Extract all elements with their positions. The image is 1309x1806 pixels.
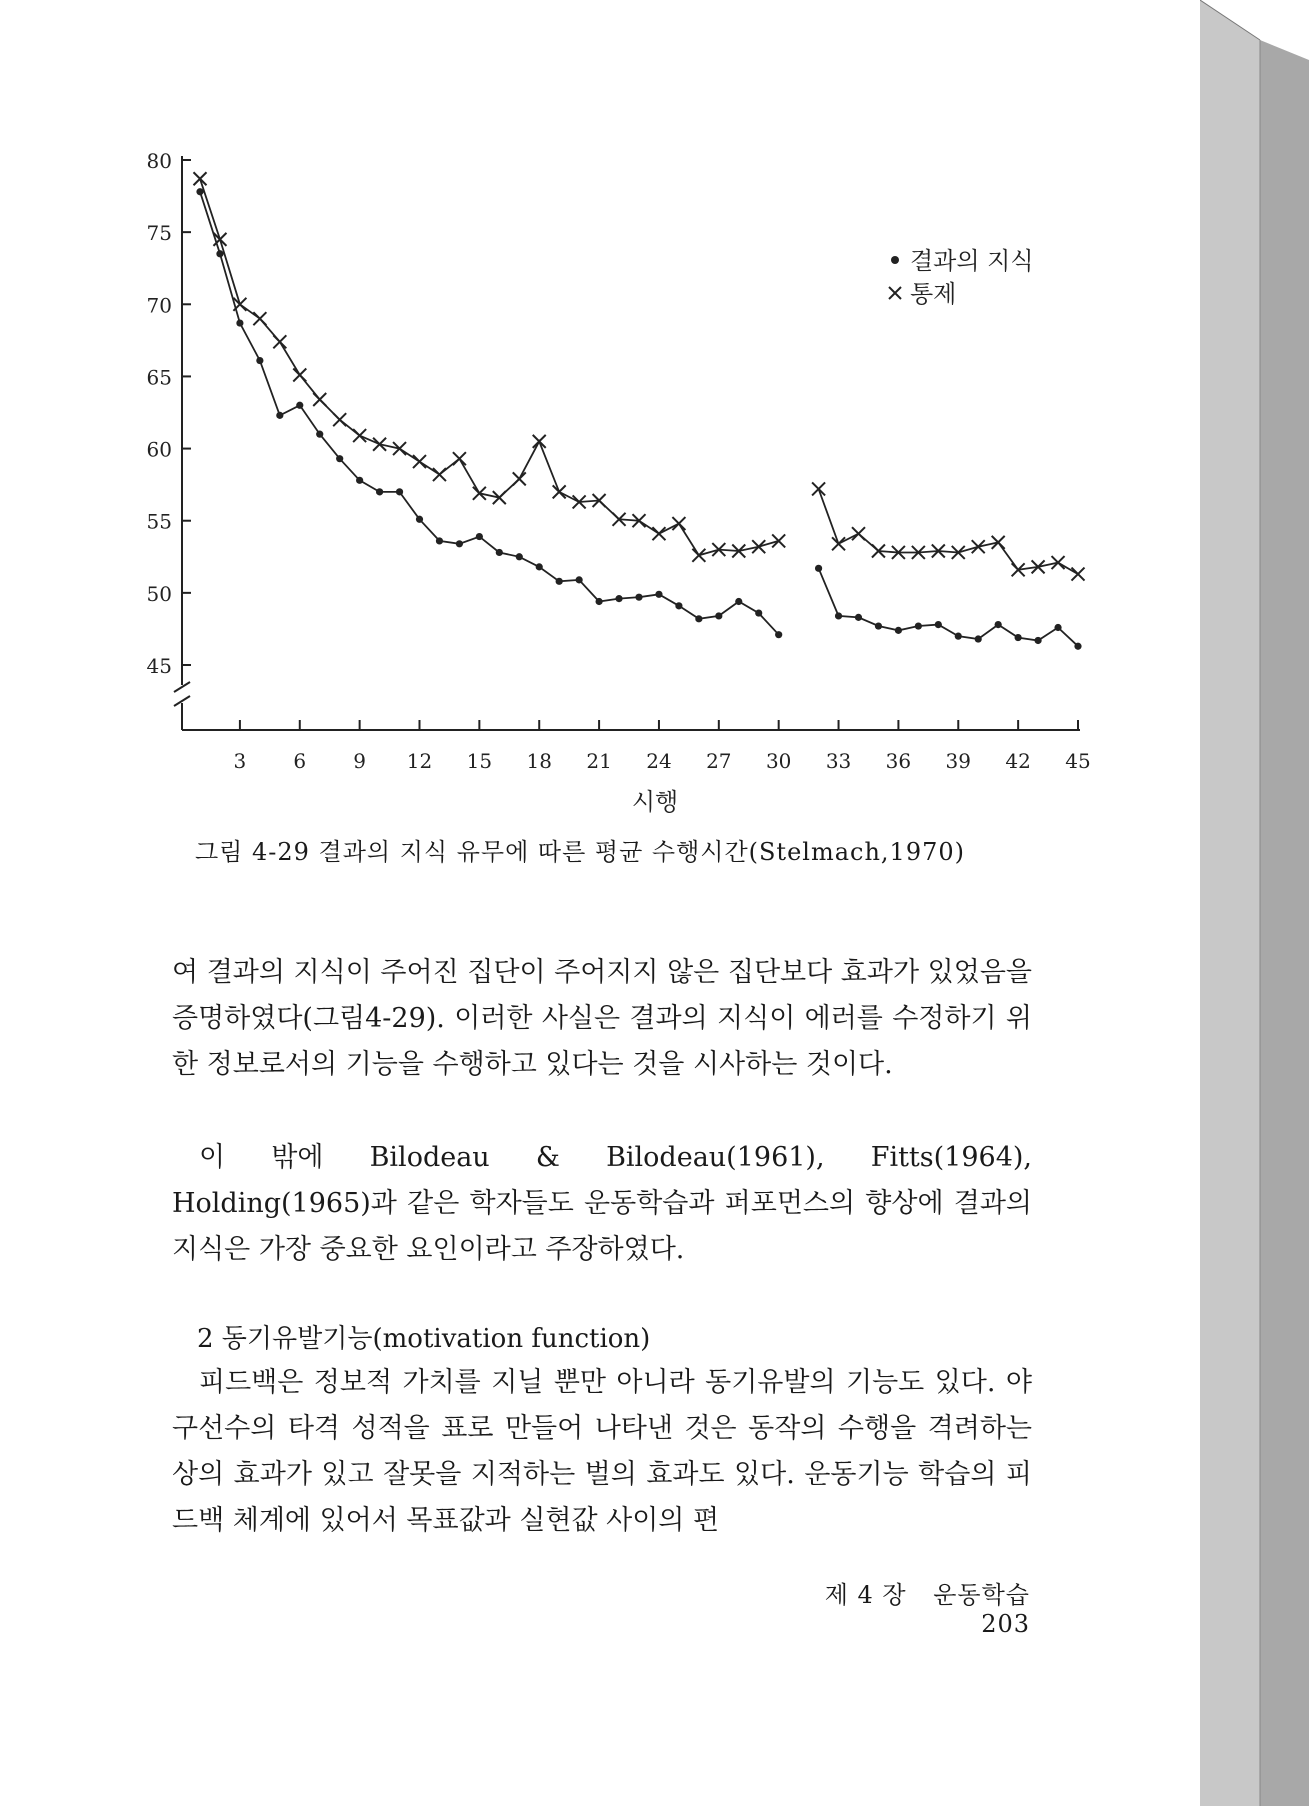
x-tick-label: 21 xyxy=(586,749,612,773)
series-knowledge-line xyxy=(819,568,1078,646)
data-point-dot xyxy=(895,627,902,634)
data-point-dot xyxy=(516,553,523,560)
data-point-cross xyxy=(453,452,466,465)
data-point-dot xyxy=(236,319,243,326)
y-tick-label: 75 xyxy=(146,221,172,246)
data-point-dot xyxy=(755,609,762,616)
data-point-dot xyxy=(316,431,323,438)
data-point-cross xyxy=(772,534,785,547)
data-point-dot xyxy=(815,565,822,572)
data-point-dot xyxy=(1034,637,1041,644)
data-point-dot xyxy=(416,516,423,523)
data-point-cross xyxy=(493,491,506,504)
y-tick-label: 70 xyxy=(146,293,172,318)
data-point-dot xyxy=(695,615,702,622)
data-point-dot xyxy=(496,549,503,556)
data-point-dot xyxy=(655,591,662,598)
paragraph-2: 이 밖에 Bilodeau & Bilodeau(1961), Fitts(1964), Holding(1965)과 같은 학자들도 운동학습과 퍼포먼스의 향상에 결과의 지식은 가장 중요한 요인이라고 주장하였다. xyxy=(172,1142,1032,1265)
x-tick-label: 9 xyxy=(353,749,367,773)
data-point-cross xyxy=(373,438,386,451)
data-point-cross xyxy=(832,537,845,550)
data-point-dot xyxy=(995,621,1002,628)
data-point-dot xyxy=(256,357,263,364)
data-point-cross xyxy=(1072,568,1085,581)
x-tick-label: 18 xyxy=(526,749,552,773)
data-point-cross xyxy=(533,435,546,448)
footer-chapter: 제 4 장 xyxy=(824,1581,907,1609)
data-point-cross xyxy=(852,527,865,540)
y-tick-label: 80 xyxy=(146,149,172,173)
data-point-dot xyxy=(975,635,982,642)
data-point-dot xyxy=(875,622,882,629)
data-point-cross xyxy=(752,540,765,553)
section-heading: 2 동기유발기능(motivation function) xyxy=(197,1324,651,1354)
data-point-dot xyxy=(775,631,782,638)
line-chart xyxy=(130,120,1120,820)
data-point-dot xyxy=(356,477,363,484)
data-point-cross xyxy=(652,527,665,540)
legend-marker-dot xyxy=(891,256,899,264)
data-point-cross xyxy=(692,549,705,562)
data-point-cross xyxy=(194,172,207,185)
data-point-cross xyxy=(812,482,825,495)
legend-marker-cross xyxy=(889,287,901,299)
x-axis-label: 시행 xyxy=(631,788,679,816)
x-tick-label: 33 xyxy=(825,749,852,773)
figure-chart xyxy=(130,120,1120,820)
data-point-cross xyxy=(992,536,1005,549)
book-spine xyxy=(1200,0,1309,1806)
data-point-dot xyxy=(576,576,583,583)
page-number: 203 xyxy=(981,1610,1030,1638)
data-point-dot xyxy=(615,595,622,602)
y-tick-label: 55 xyxy=(146,509,172,534)
data-point-dot xyxy=(436,537,443,544)
series-control-line xyxy=(200,179,779,556)
x-tick-label: 45 xyxy=(1065,749,1091,773)
x-tick-label: 12 xyxy=(406,749,433,773)
data-point-cross xyxy=(1052,556,1065,569)
page-footer xyxy=(780,1575,1030,1638)
data-point-dot xyxy=(935,621,942,628)
data-point-dot xyxy=(536,563,543,570)
data-point-dot xyxy=(396,488,403,495)
data-point-cross xyxy=(293,368,306,381)
figure-caption: 그림 4-29 결과의 지식 유무에 따른 평균 수행시간(Stelmach,1970) xyxy=(195,838,965,866)
x-tick-label: 39 xyxy=(945,749,971,773)
data-point-cross xyxy=(553,485,566,498)
data-point-dot xyxy=(476,533,483,540)
data-point-dot xyxy=(216,250,223,257)
data-point-dot xyxy=(1054,624,1061,631)
data-point-dot xyxy=(675,602,682,609)
paragraph-1: 여 결과의 지식이 주어진 집단이 주어지지 않은 집단보다 효과가 있었음을 증명하였다(그림4-29). 이러한 사실은 결과의 지식이 에러를 수정하기 위한 정보로서의 기능을 수행하고 있다는 것을 시사하는 것이다. xyxy=(172,957,1032,1080)
y-tick-label: 60 xyxy=(146,437,172,462)
y-tick-label: 50 xyxy=(146,581,172,606)
data-point-dot xyxy=(835,612,842,619)
data-point-dot xyxy=(955,633,962,640)
data-point-dot xyxy=(595,598,602,605)
data-point-dot xyxy=(735,598,742,605)
data-point-cross xyxy=(333,413,346,426)
data-point-dot xyxy=(556,578,563,585)
x-tick-label: 30 xyxy=(765,749,792,773)
x-tick-label: 24 xyxy=(646,749,672,773)
data-point-cross xyxy=(253,312,266,325)
x-tick-label: 36 xyxy=(885,749,912,773)
data-point-dot xyxy=(276,412,283,419)
legend-label-control: 통제 xyxy=(910,280,957,308)
data-point-cross xyxy=(393,442,406,455)
data-point-dot xyxy=(855,614,862,621)
data-point-cross xyxy=(273,335,286,348)
data-point-cross xyxy=(672,517,685,530)
data-point-cross xyxy=(433,468,446,481)
y-tick-label: 65 xyxy=(146,365,172,390)
data-point-dot xyxy=(915,622,922,629)
data-point-dot xyxy=(296,402,303,409)
data-point-dot xyxy=(1074,643,1081,650)
paragraph-3: 피드백은 정보적 가치를 지닐 뿐만 아니라 동기유발의 기능도 있다. 야구선수의 타격 성적을 표로 만들어 나타낸 것은 동작의 수행을 격려하는 상의 효과가 있고 잘못을 지적하는 벌의 효과도 있다. 운동기능 학습의 피드백 체계에 있어서 목표값과 실현값 사이의 편 xyxy=(172,1367,1032,1536)
data-point-cross xyxy=(473,487,486,500)
data-point-dot xyxy=(1015,634,1022,641)
data-point-cross xyxy=(972,540,985,553)
legend-label-knowledge: 결과의 지식 xyxy=(910,247,1034,275)
data-point-dot xyxy=(456,540,463,547)
x-tick-label: 6 xyxy=(293,749,307,773)
x-tick-label: 42 xyxy=(1005,749,1031,773)
data-point-dot xyxy=(635,594,642,601)
y-tick-label: 45 xyxy=(146,654,172,678)
series-knowledge-line xyxy=(200,192,779,635)
data-point-cross xyxy=(413,455,426,468)
data-point-cross xyxy=(313,393,326,406)
data-point-dot xyxy=(715,612,722,619)
x-tick-label: 15 xyxy=(466,749,493,773)
x-tick-label: 3 xyxy=(233,749,247,773)
x-tick-label: 27 xyxy=(706,749,732,773)
data-point-cross xyxy=(513,472,526,485)
data-point-cross xyxy=(353,429,366,442)
data-point-dot xyxy=(376,488,383,495)
footer-title: 운동학습 xyxy=(933,1581,1030,1609)
data-point-dot xyxy=(336,455,343,462)
